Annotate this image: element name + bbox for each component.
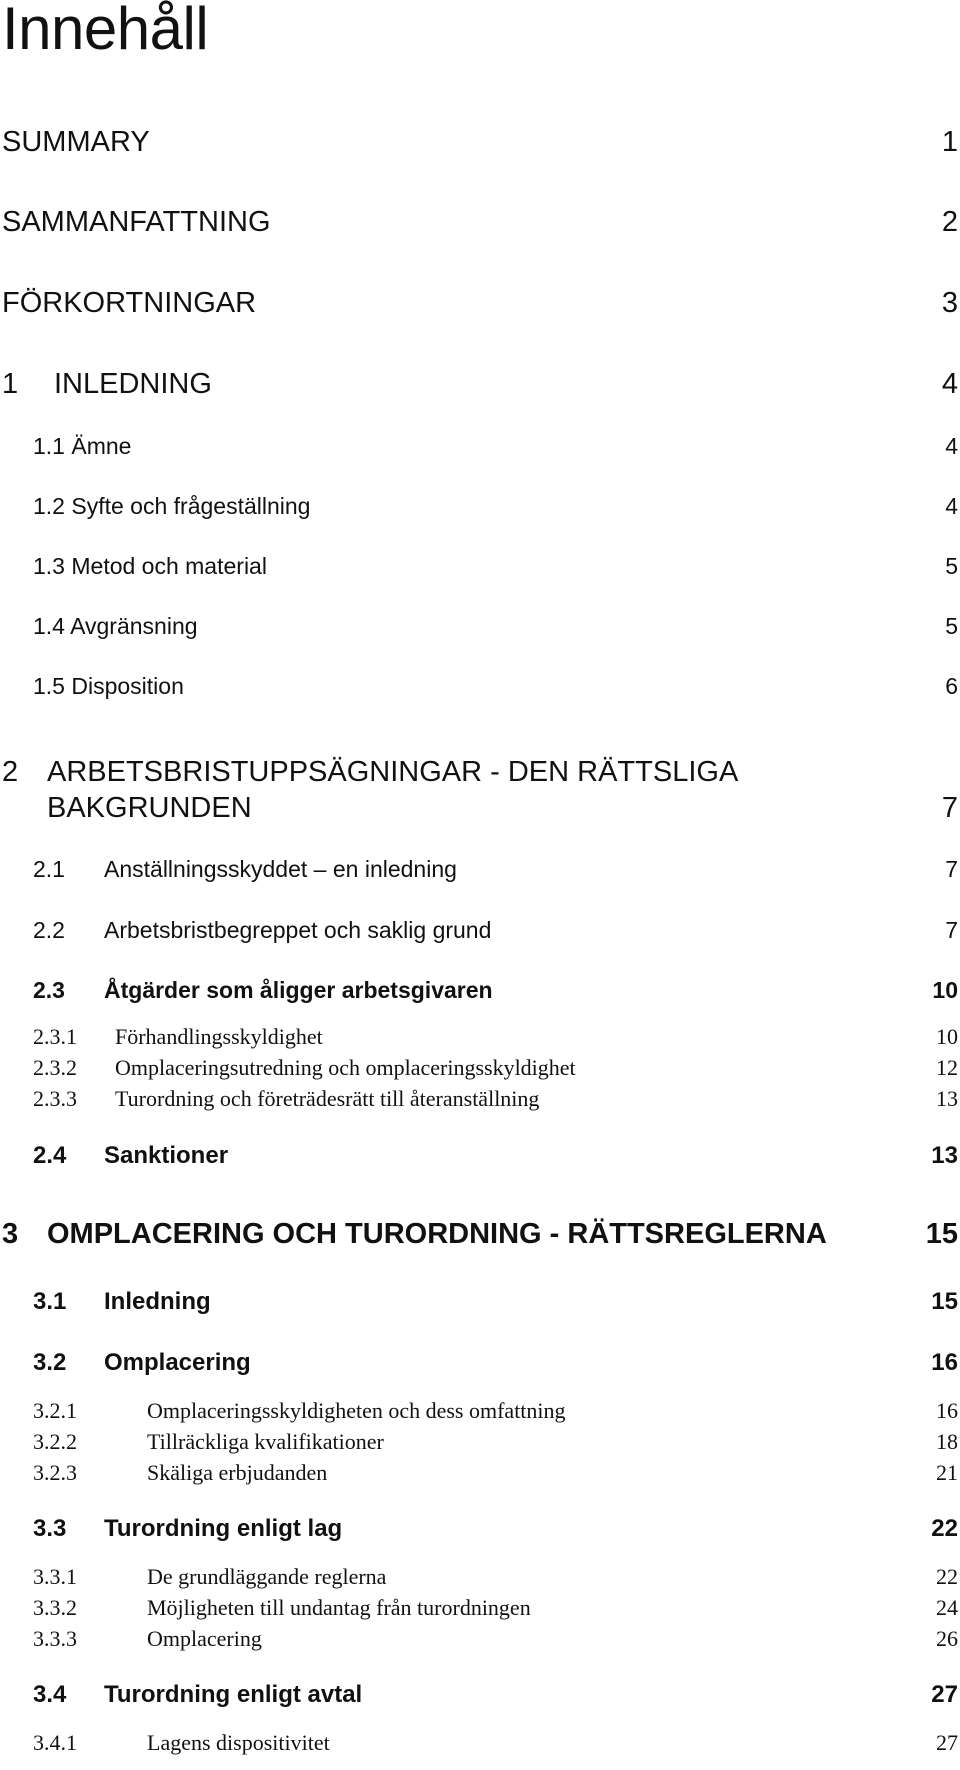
toc-entry-page: 3 xyxy=(941,287,958,319)
toc-entry-page: 21 xyxy=(936,1460,958,1485)
toc-entry-page: 4 xyxy=(945,493,958,519)
toc-entry-label: SUMMARY xyxy=(2,126,150,158)
toc-entry-page: 18 xyxy=(936,1429,958,1454)
toc-entry-label-line1: ARBETSBRISTUPPSÄGNINGAR - DEN RÄTTSLIGA xyxy=(47,756,739,788)
toc-entry-number: 3.2.1 xyxy=(33,1398,77,1423)
toc-entry-number: 3.3 xyxy=(33,1515,67,1542)
toc-entry-page: 22 xyxy=(936,1564,958,1589)
toc-entry-label: Turordning enligt avtal xyxy=(104,1681,363,1708)
toc-entry-label: Tillräckliga kvalifikationer xyxy=(147,1429,384,1454)
toc-entry-page: 6 xyxy=(945,673,958,699)
toc-entry-number: 3.4 xyxy=(33,1681,67,1708)
toc-entry-label: 1.5 Disposition xyxy=(33,673,184,699)
toc-entry-number: 3.2.2 xyxy=(33,1429,77,1454)
toc-entry-number: 3.3.1 xyxy=(33,1564,77,1589)
toc-entry-number: 3.1 xyxy=(33,1288,67,1315)
toc-entry-number: 2.3.3 xyxy=(33,1086,77,1111)
toc-entry-number: 3.3.3 xyxy=(33,1626,77,1651)
toc-entry-page: 22 xyxy=(931,1515,958,1542)
toc-chapter-2[interactable] xyxy=(0,754,960,826)
toc-entry-label: Arbetsbristbegreppet och saklig grund xyxy=(104,917,492,943)
toc-entry-page: 26 xyxy=(936,1626,958,1651)
toc-entry-number: 2.2 xyxy=(33,917,65,943)
toc-entry-number: 2.3 xyxy=(33,977,65,1003)
toc-entry-page: 15 xyxy=(931,1288,958,1315)
toc-entry-label: Inledning xyxy=(104,1288,211,1315)
toc-entry-page: 7 xyxy=(945,856,958,882)
toc-entry-label: 1.1 Ämne xyxy=(33,433,132,459)
toc-entry-label: Lagens dispositivitet xyxy=(147,1730,330,1755)
toc-entry-page: 4 xyxy=(941,368,958,400)
toc-entry-label: INLEDNING xyxy=(54,368,212,400)
toc-entry-label: Möjligheten till undantag från turordningen xyxy=(147,1595,531,1620)
toc-entry-label: Anställningsskyddet – en inledning xyxy=(104,856,457,882)
toc-entry-label: Sanktioner xyxy=(104,1142,229,1169)
toc-entry-label: 1.2 Syfte och frågeställning xyxy=(33,493,311,519)
toc-entry-page: 4 xyxy=(945,433,958,459)
toc-entry-page: 13 xyxy=(936,1086,958,1111)
toc-entry-page: 10 xyxy=(936,1024,958,1049)
toc-entry-number: 3.3.2 xyxy=(33,1595,77,1620)
toc-entry-label: Omplacering xyxy=(104,1349,251,1376)
toc-entry-label: 1.4 Avgränsning xyxy=(33,613,198,639)
toc-entry-page: 16 xyxy=(931,1349,958,1376)
toc-entry-label: Omplaceringsutredning och omplaceringsskyldighet xyxy=(115,1055,576,1080)
toc-entry-number: 2.3.1 xyxy=(33,1024,77,1049)
toc-entry-page: 10 xyxy=(932,977,958,1003)
toc-entry-number: 2.4 xyxy=(33,1142,67,1169)
toc-entry-page: 12 xyxy=(936,1055,958,1080)
toc-entry-number: 2.1 xyxy=(33,856,65,882)
toc-entry-page: 16 xyxy=(936,1398,958,1423)
toc-entry-label: SAMMANFATTNING xyxy=(2,206,271,238)
toc-entry-label: De grundläggande reglerna xyxy=(147,1564,387,1589)
toc-entry-number: 3.4.1 xyxy=(33,1730,77,1755)
toc-entry-label: Turordning och företrädesrätt till återanställning xyxy=(115,1086,540,1111)
toc-entry-label-line2: BAKGRUNDEN xyxy=(47,792,252,824)
toc-entry-number: 3.2 xyxy=(33,1349,67,1376)
toc-entry-page: 27 xyxy=(936,1730,958,1755)
toc-entry-label: Förhandlingsskyldighet xyxy=(115,1024,323,1049)
toc-entry-page: 5 xyxy=(945,613,958,639)
toc-entry-label: Turordning enligt lag xyxy=(104,1515,343,1542)
toc-entry-page: 5 xyxy=(945,553,958,579)
toc-entry-page: 13 xyxy=(931,1142,958,1169)
toc-entry-page: 2 xyxy=(941,206,958,238)
toc-entry-number: 2 xyxy=(2,756,19,788)
toc-entry-number: 1 xyxy=(2,368,19,400)
toc-entry-label: FÖRKORTNINGAR xyxy=(2,287,257,319)
toc-entry-page: 24 xyxy=(936,1595,958,1620)
toc-entry-number: 3.2.3 xyxy=(33,1460,77,1485)
toc-entry-page: 27 xyxy=(931,1681,958,1708)
toc-entry-label: Omplaceringsskyldigheten och dess omfattning xyxy=(147,1398,566,1423)
toc-entry-page: 15 xyxy=(925,1218,958,1250)
toc-entry-label: Skäliga erbjudanden xyxy=(147,1460,328,1485)
toc-entry-number: 2.3.2 xyxy=(33,1055,77,1080)
toc-entry-label: OMPLACERING OCH TURORDNING - RÄTTSREGLERNA xyxy=(47,1218,827,1250)
toc-entry-label: Åtgärder som åligger arbetsgivaren xyxy=(104,977,493,1003)
toc-entry-page: 7 xyxy=(945,917,958,943)
page-title: Innehåll xyxy=(2,0,209,62)
toc-entry-label: 1.3 Metod och material xyxy=(33,553,267,579)
toc-entry-label: Omplacering xyxy=(147,1626,262,1651)
toc-entry-page: 1 xyxy=(941,126,958,158)
toc-entry-page: 7 xyxy=(941,792,958,824)
toc-entry-number: 3 xyxy=(2,1218,19,1250)
